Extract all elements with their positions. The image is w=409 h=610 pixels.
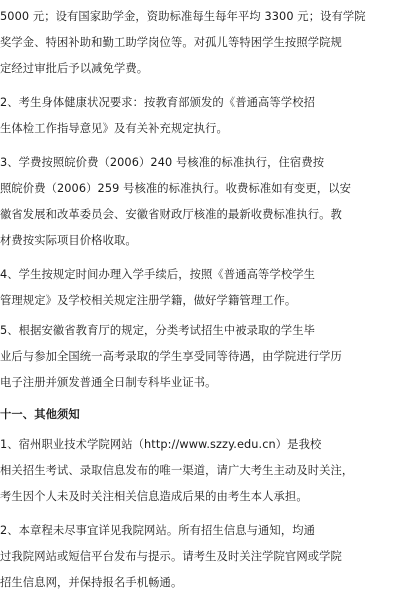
text-line: 考生因个人未及时关注相关信息造成后果的由考生本人承担。 [0, 490, 308, 503]
section-heading-other-notes [0, 402, 409, 428]
paragraph-fees-financial-aid [0, 4, 409, 82]
text-line: 相关招生考试、录取信息发布的唯一渠道，请广大考生主动及时关注， [0, 464, 354, 477]
text-line: 照皖价费（2006）259 号核准的标准执行。收费标准如有变更，以安 [0, 182, 352, 195]
text-line: 过我院网站或短信平台发布与提示。请考生及时关注学院官网或学院 [0, 550, 342, 563]
paragraph-notice-channels [0, 518, 409, 596]
text-line: 材费按实际项目价格收取。 [0, 234, 137, 247]
text-line: 4、学生按规定时间办理入学手续后，按照《普通高等学校学生 [0, 268, 316, 281]
text-line: 电子注册并颁发普通全日制专科毕业证书。 [0, 376, 217, 389]
section-heading-text: 十一、其他须知 [0, 408, 80, 421]
paragraph-enrollment-registration [0, 262, 409, 314]
paragraph-official-website [0, 432, 409, 510]
text-line: 生体检工作指导意见》及有关补充规定执行。 [0, 122, 228, 135]
paragraph-graduation-certificate [0, 318, 409, 396]
text-line: 定经过审批后予以减免学费。 [0, 62, 149, 75]
text-line: 5000 元；设有国家助学金，资助标准每生每年平均 3300 元；设有学院 [0, 10, 366, 23]
text-line: 1、宿州职业技术学院网站（http://www.szzy.edu.cn）是我校 [0, 438, 322, 451]
text-line: 2、考生身体健康状况要求：按教育部颁发的《普通高等学校招 [0, 96, 316, 109]
text-line: 奖学金、特困补助和勤工助学岗位等。对孤儿等特困学生按照学院规 [0, 36, 342, 49]
paragraph-health-requirements [0, 90, 409, 142]
text-line: 管理规定》及学校相关规定注册学籍，做好学籍管理工作。 [0, 294, 297, 307]
text-line: 5、根据安徽省教育厅的规定，分类考试招生中被录取的学生毕 [0, 324, 316, 337]
text-line: 2、本章程未尽事宜详见我院网站。所有招生信息与通知，均通 [0, 524, 316, 537]
text-line: 招生信息网，并保持报名手机畅通。 [0, 576, 183, 589]
text-line: 3、学费按照皖价费（2006）240 号核准的标准执行，住宿费按 [0, 156, 325, 169]
text-line: 徽省发展和改革委员会、安徽省财政厅核准的最新收费标准执行。教 [0, 208, 342, 221]
text-line: 业后与参加全国统一高考录取的学生享受同等待遇，由学院进行学历 [0, 350, 342, 363]
paragraph-tuition-standards [0, 150, 409, 254]
